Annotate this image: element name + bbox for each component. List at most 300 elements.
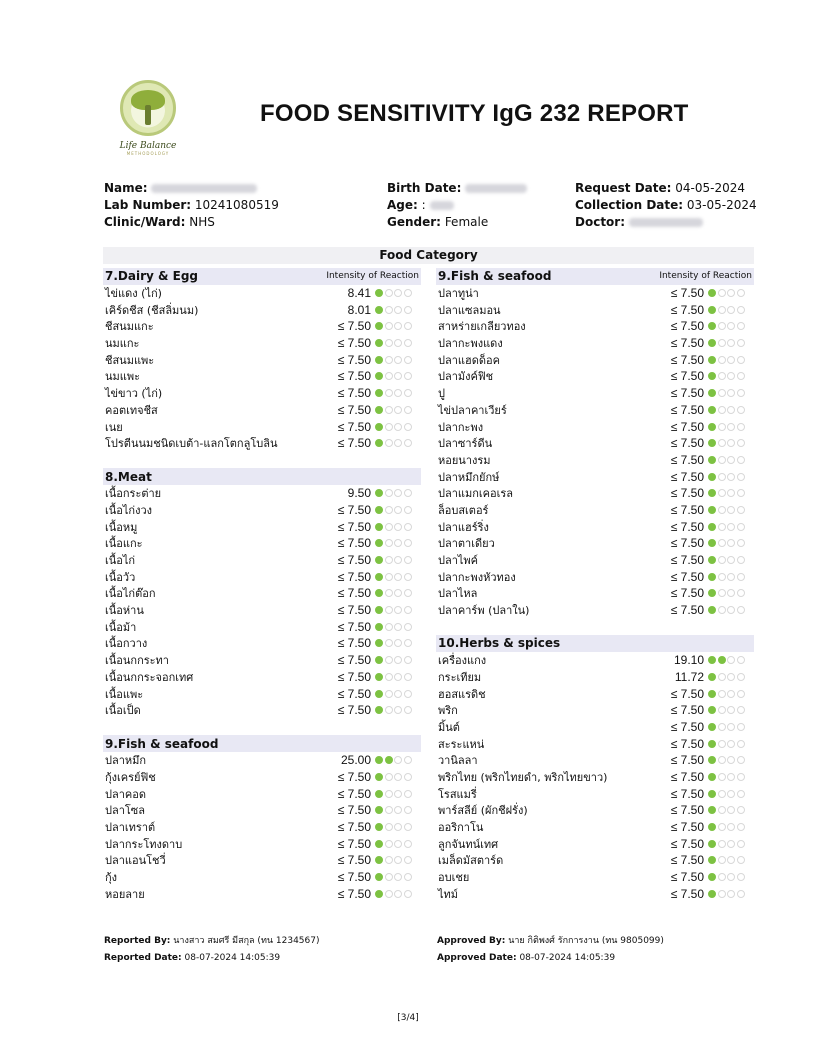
food-value: ≤ 7.50 <box>337 569 371 584</box>
intensity-dot <box>394 356 402 364</box>
intensity-dot <box>718 489 726 497</box>
intensity-dot <box>718 656 726 664</box>
food-value: ≤ 7.50 <box>337 336 371 351</box>
food-row <box>436 602 754 619</box>
food-name: ปลาแมกเคอเรล <box>438 487 514 501</box>
intensity-dots <box>375 423 421 431</box>
intensity-dot <box>708 456 716 464</box>
intensity-dot <box>737 406 745 414</box>
patient-info-left <box>104 180 279 231</box>
intensity-dot <box>404 856 412 864</box>
intensity-dot <box>727 673 735 681</box>
intensity-dot <box>718 873 726 881</box>
intensity-dot <box>385 656 393 664</box>
intensity-dots <box>708 556 754 564</box>
clinic-row <box>104 214 279 231</box>
food-row <box>103 869 421 886</box>
intensity-dot <box>404 322 412 330</box>
intensity-dot <box>404 756 412 764</box>
food-row <box>436 685 754 702</box>
food-row <box>103 285 421 302</box>
intensity-dot <box>708 673 716 681</box>
food-value: 9.50 <box>347 486 371 501</box>
intensity-dot <box>737 773 745 781</box>
food-row <box>436 535 754 552</box>
approved-by-row <box>437 933 664 950</box>
food-value: 11.72 <box>674 669 704 684</box>
intensity-dot <box>708 306 716 314</box>
intensity-dot <box>385 690 393 698</box>
intensity-dot <box>718 556 726 564</box>
intensity-dot <box>708 840 716 848</box>
food-value: ≤ 7.50 <box>670 386 704 401</box>
food-row <box>103 485 421 502</box>
intensity-dot <box>394 756 402 764</box>
page-number: [3/4] <box>397 1013 419 1023</box>
food-name: หอยลาย <box>105 887 145 901</box>
intensity-dot <box>385 406 393 414</box>
intensity-dots <box>708 606 754 614</box>
food-row <box>103 669 421 686</box>
intensity-dots <box>375 690 421 698</box>
patient-name-row <box>104 180 279 197</box>
intensity-dot <box>385 890 393 898</box>
food-row <box>436 318 754 335</box>
intensity-dot <box>375 573 383 581</box>
intensity-dot <box>375 690 383 698</box>
food-name: ลูกจันทน์เทศ <box>438 837 499 851</box>
intensity-dot <box>737 389 745 397</box>
intensity-dot <box>718 356 726 364</box>
intensity-dot <box>708 439 716 447</box>
intensity-dots <box>375 539 421 547</box>
food-row <box>103 819 421 836</box>
food-row <box>103 885 421 902</box>
intensity-dot <box>708 806 716 814</box>
intensity-dots <box>375 589 421 597</box>
food-row <box>103 852 421 869</box>
intensity-dot <box>718 706 726 714</box>
intensity-dot <box>404 523 412 531</box>
food-name: กระเทียม <box>438 670 482 684</box>
food-row <box>103 835 421 852</box>
food-name: ปลาแซลมอน <box>438 303 501 317</box>
food-value: ≤ 7.50 <box>337 686 371 701</box>
food-row <box>436 852 754 869</box>
intensity-dot <box>737 289 745 297</box>
food-value: 19.10 <box>673 653 704 668</box>
intensity-dot <box>385 823 393 831</box>
food-row <box>436 669 754 686</box>
right-column <box>436 268 754 902</box>
intensity-dots <box>375 873 421 881</box>
approved-date-row <box>437 950 664 967</box>
intensity-dot <box>727 773 735 781</box>
intensity-dot <box>737 690 745 698</box>
intensity-dot <box>727 389 735 397</box>
intensity-dot <box>385 756 393 764</box>
intensity-dot <box>394 439 402 447</box>
food-row <box>436 652 754 669</box>
reported-by-row <box>104 933 319 950</box>
intensity-dot <box>394 606 402 614</box>
intensity-dot <box>375 322 383 330</box>
food-value: ≤ 7.50 <box>670 853 704 868</box>
food-value: ≤ 7.50 <box>670 703 704 718</box>
food-row <box>436 385 754 402</box>
intensity-dot <box>708 523 716 531</box>
food-value: ≤ 7.50 <box>337 669 371 684</box>
food-value: ≤ 7.50 <box>670 519 704 534</box>
intensity-dot <box>708 823 716 831</box>
intensity-dots <box>708 723 754 731</box>
intensity-dot <box>385 873 393 881</box>
intensity-dot <box>737 523 745 531</box>
food-name: ออริกาโน <box>438 821 484 835</box>
approved-by-label: Approved By: <box>437 936 506 946</box>
food-name: ไทม์ <box>438 887 459 901</box>
intensity-dot <box>718 456 726 464</box>
intensity-dot <box>718 322 726 330</box>
intensity-dots <box>375 556 421 564</box>
intensity-dot <box>404 806 412 814</box>
intensity-dots <box>708 506 754 514</box>
intensity-dot <box>385 806 393 814</box>
doctor-row <box>575 214 757 231</box>
food-value: ≤ 7.50 <box>337 653 371 668</box>
intensity-dots <box>708 673 754 681</box>
intensity-dots <box>708 473 754 481</box>
intensity-dot <box>718 439 726 447</box>
food-value: ≤ 7.50 <box>337 870 371 885</box>
intensity-dot <box>727 723 735 731</box>
intensity-dots <box>708 539 754 547</box>
intensity-dot <box>727 589 735 597</box>
intensity-dot <box>737 740 745 748</box>
intensity-dots <box>375 790 421 798</box>
tree-icon <box>120 80 176 136</box>
food-name: หอยนางรม <box>438 453 491 467</box>
food-name: ชีสนมแกะ <box>105 320 154 334</box>
gender-row <box>387 214 527 231</box>
food-name: กุ้ง <box>105 871 118 885</box>
intensity-dot <box>375 873 383 881</box>
intensity-dot <box>737 539 745 547</box>
intensity-dot <box>718 840 726 848</box>
intensity-dot <box>708 589 716 597</box>
food-name: เนื้อแกะ <box>105 537 143 551</box>
intensity-dot <box>718 606 726 614</box>
food-name: ปู <box>438 387 445 401</box>
intensity-dots <box>375 673 421 681</box>
intensity-dots <box>708 306 754 314</box>
intensity-dot <box>394 322 402 330</box>
food-value: ≤ 7.50 <box>670 569 704 584</box>
food-row <box>436 452 754 469</box>
food-row <box>103 635 421 652</box>
intensity-dot <box>375 389 383 397</box>
intensity-dot <box>718 539 726 547</box>
intensity-dot <box>375 790 383 798</box>
food-row <box>103 685 421 702</box>
intensity-dot <box>708 322 716 330</box>
reported-by-value: นางสาว สมศรี มีสกุล (ทน 1234567) <box>173 936 320 946</box>
food-value: ≤ 7.50 <box>670 603 704 618</box>
intensity-dots <box>708 489 754 497</box>
clinic-label: Clinic/Ward: <box>104 215 186 229</box>
food-row <box>436 819 754 836</box>
redacted-age <box>430 201 454 210</box>
intensity-dot <box>708 539 716 547</box>
food-value: ≤ 7.50 <box>670 886 704 901</box>
food-row <box>103 785 421 802</box>
intensity-dot <box>737 790 745 798</box>
report-footer-left <box>104 933 319 967</box>
intensity-dot <box>385 539 393 547</box>
food-value: ≤ 7.50 <box>670 502 704 517</box>
food-name: เนย <box>105 420 123 434</box>
intensity-dot <box>737 840 745 848</box>
food-value: 8.41 <box>347 286 371 301</box>
food-name: เนื้อไก่งวง <box>105 503 152 517</box>
intensity-dot <box>727 539 735 547</box>
section-fish-b <box>436 268 754 618</box>
intensity-dot <box>404 790 412 798</box>
intensity-dot <box>737 706 745 714</box>
food-name: เนื้อห่าน <box>105 604 144 618</box>
intensity-dots <box>708 756 754 764</box>
intensity-dot <box>708 773 716 781</box>
food-name: สะระแหน่ <box>438 737 485 751</box>
food-row <box>436 769 754 786</box>
intensity-dots <box>708 790 754 798</box>
clinic-value: NHS <box>189 215 215 229</box>
food-value: 8.01 <box>347 302 371 317</box>
intensity-dot <box>404 606 412 614</box>
food-name: ปลาหมึก <box>105 754 147 768</box>
food-name: ปลาตาเดียว <box>438 537 495 551</box>
intensity-dot <box>737 439 745 447</box>
intensity-dot <box>727 573 735 581</box>
intensity-dot <box>394 489 402 497</box>
intensity-dot <box>737 423 745 431</box>
intensity-dot <box>727 356 735 364</box>
intensity-dot <box>375 606 383 614</box>
food-name: ล็อบสเตอร์ <box>438 503 489 517</box>
food-name: เนื้อนกกระจอกเทศ <box>105 670 194 684</box>
food-row <box>436 368 754 385</box>
food-value: ≤ 7.50 <box>670 319 704 334</box>
intensity-dot <box>375 756 383 764</box>
food-value: ≤ 7.50 <box>337 603 371 618</box>
intensity-dot <box>385 573 393 581</box>
food-row <box>103 335 421 352</box>
food-value: ≤ 7.50 <box>670 419 704 434</box>
intensity-dot <box>404 306 412 314</box>
intensity-dot <box>708 723 716 731</box>
intensity-dot <box>737 556 745 564</box>
intensity-dot <box>718 573 726 581</box>
reported-date-value: 08-07-2024 14:05:39 <box>184 953 281 963</box>
intensity-dot <box>394 406 402 414</box>
intensity-dot <box>385 289 393 297</box>
food-value: ≤ 7.50 <box>337 803 371 818</box>
intensity-dot <box>404 539 412 547</box>
intensity-dot <box>718 773 726 781</box>
intensity-dot <box>385 840 393 848</box>
food-name: ปลากะพงแดง <box>438 337 503 351</box>
food-value: ≤ 7.50 <box>337 519 371 534</box>
food-row <box>436 585 754 602</box>
intensity-dot <box>727 339 735 347</box>
intensity-dot <box>737 723 745 731</box>
intensity-dot <box>404 439 412 447</box>
intensity-dots <box>375 506 421 514</box>
intensity-dots <box>375 856 421 864</box>
food-name: เนื้อเป็ด <box>105 704 141 718</box>
food-value: ≤ 7.50 <box>670 686 704 701</box>
intensity-dot <box>727 606 735 614</box>
age-label: Age: <box>387 198 418 212</box>
intensity-dot <box>375 523 383 531</box>
redacted-name <box>151 184 257 193</box>
food-name: ไข่แดง (ไก่) <box>105 287 162 301</box>
intensity-dot <box>727 790 735 798</box>
food-row <box>103 585 421 602</box>
intensity-dot <box>718 506 726 514</box>
food-value: 25.00 <box>340 753 371 768</box>
food-name: ไข่ปลาคาเวียร์ <box>438 403 507 417</box>
intensity-dot <box>708 790 716 798</box>
intensity-dots <box>708 890 754 898</box>
food-row <box>436 435 754 452</box>
food-value: ≤ 7.50 <box>337 769 371 784</box>
intensity-dot <box>375 706 383 714</box>
intensity-dot <box>394 289 402 297</box>
intensity-dots <box>708 806 754 814</box>
intensity-dot <box>737 823 745 831</box>
intensity-dot <box>727 289 735 297</box>
food-row <box>103 318 421 335</box>
intensity-dot <box>375 289 383 297</box>
intensity-dot <box>718 406 726 414</box>
intensity-dot <box>404 573 412 581</box>
intensity-dot <box>737 589 745 597</box>
food-value: ≤ 7.50 <box>337 853 371 868</box>
section-title: 9.Fish & seafood <box>105 736 219 751</box>
section-meat <box>103 468 421 718</box>
intensity-dot <box>708 423 716 431</box>
request-date-row <box>575 180 757 197</box>
food-name: ไข่ขาว (ไก่) <box>105 387 163 401</box>
food-row <box>103 535 421 552</box>
intensity-dot <box>404 339 412 347</box>
food-name: พริก <box>438 704 458 718</box>
food-name: อบเชย <box>438 871 470 885</box>
food-value: ≤ 7.50 <box>337 586 371 601</box>
food-value: ≤ 7.50 <box>337 636 371 651</box>
food-row <box>436 518 754 535</box>
food-name: ปลาซาร์ดีน <box>438 437 493 451</box>
food-name: เคิร์ดชีส (ชีสลิ่มนม) <box>105 303 199 317</box>
intensity-dots <box>708 439 754 447</box>
intensity-dot <box>727 840 735 848</box>
intensity-dot <box>394 690 402 698</box>
food-name: เมล็ดมัสตาร์ด <box>438 854 504 868</box>
intensity-dots <box>375 389 421 397</box>
intensity-dot <box>708 489 716 497</box>
intensity-dot <box>727 756 735 764</box>
food-row <box>436 752 754 769</box>
birth-date-label: Birth Date: <box>387 181 462 195</box>
approved-date-label: Approved Date: <box>437 953 517 963</box>
section-header <box>103 468 421 485</box>
intensity-dot <box>708 556 716 564</box>
intensity-dot <box>404 506 412 514</box>
intensity-label: Intensity of Reaction <box>326 271 419 282</box>
intensity-dots <box>708 573 754 581</box>
intensity-dot <box>737 873 745 881</box>
logo-subtitle: METHODOLOGY <box>126 151 170 156</box>
left-column <box>103 268 421 902</box>
intensity-dots <box>375 339 421 347</box>
intensity-dot <box>404 773 412 781</box>
intensity-dot <box>718 523 726 531</box>
food-name: เนื้อกระต่าย <box>105 487 162 501</box>
intensity-dot <box>385 773 393 781</box>
food-row <box>103 702 421 719</box>
food-name: ปลาโซล <box>105 804 146 818</box>
food-name: ปลาแฮร์ริ่ง <box>438 520 489 534</box>
intensity-dot <box>727 890 735 898</box>
food-value: ≤ 7.50 <box>670 553 704 568</box>
request-date-value: 04-05-2024 <box>675 181 746 195</box>
intensity-dots <box>708 873 754 881</box>
intensity-dot <box>708 656 716 664</box>
redacted-birth-date <box>465 184 527 193</box>
intensity-dots <box>375 489 421 497</box>
intensity-dot <box>727 423 735 431</box>
intensity-dot <box>404 890 412 898</box>
doctor-label: Doctor: <box>575 215 626 229</box>
food-name: ปลากระโทงดาบ <box>105 837 183 851</box>
intensity-dot <box>375 840 383 848</box>
food-name: กุ้งเครย์ฟิช <box>105 770 156 784</box>
food-value: ≤ 7.50 <box>337 419 371 434</box>
intensity-dot <box>718 756 726 764</box>
intensity-dot <box>394 573 402 581</box>
intensity-dot <box>385 589 393 597</box>
intensity-dot <box>718 372 726 380</box>
intensity-dot <box>375 423 383 431</box>
intensity-dot <box>708 756 716 764</box>
food-value: ≤ 7.50 <box>670 486 704 501</box>
intensity-dots <box>375 890 421 898</box>
food-value: ≤ 7.50 <box>670 402 704 417</box>
intensity-dot <box>394 773 402 781</box>
intensity-dot <box>727 372 735 380</box>
food-name: ปลาไหล <box>438 587 478 601</box>
intensity-dot <box>737 673 745 681</box>
food-row <box>103 518 421 535</box>
food-value: ≤ 7.50 <box>670 769 704 784</box>
intensity-dots <box>375 306 421 314</box>
age-row <box>387 197 527 214</box>
food-value: ≤ 7.50 <box>670 286 704 301</box>
intensity-dot <box>375 856 383 864</box>
intensity-dot <box>708 356 716 364</box>
intensity-dot <box>385 523 393 531</box>
